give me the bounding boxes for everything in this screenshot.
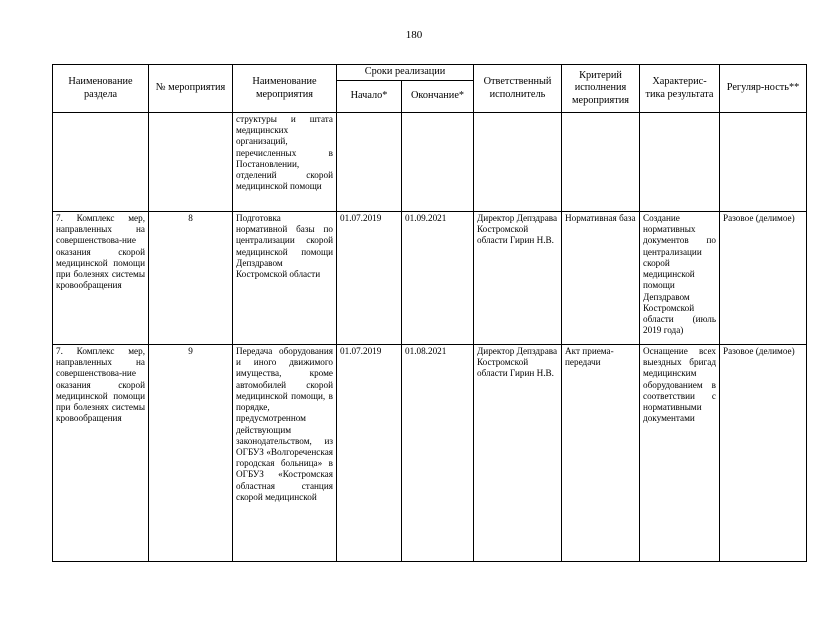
cell-number: 9 <box>149 345 233 562</box>
header-number: № мероприятия <box>149 65 233 113</box>
cell-event: Передача оборудования и иного движимого имущества, кроме автомобилей скорой медицинской помощи, в порядке, предусмотренном действующим законодательством, из ОГБУЗ «Волгореченская городская больница» в ОГБУЗ «Костромская областная станция скорой медицинской <box>233 345 337 562</box>
cell-event: Подготовка нормативной базы по централизации скорой медицинской помощи Депздравом Костромской области <box>233 212 337 345</box>
events-table <box>52 64 807 562</box>
cell-criterion <box>562 113 640 212</box>
cell-end: 01.08.2021 <box>402 345 474 562</box>
cell-responsible: Директор Депздрава Костромской области Гирин Н.В. <box>474 345 562 562</box>
header-start: Начало* <box>337 81 402 113</box>
table-row <box>53 113 807 212</box>
header-criterion: Критерий исполнения мероприятия <box>562 65 640 113</box>
cell-result: Оснащение всех выездных бригад медицинским оборудованием в соответствии с нормативными документами <box>640 345 720 562</box>
cell-end: 01.09.2021 <box>402 212 474 345</box>
cell-regularity: Разовое (делимое) <box>720 345 807 562</box>
header-result: Характерис-тика результата <box>640 65 720 113</box>
cell-event: структуры и штата медицинских организаций, перечисленных в Постановлении, отделений скорой медицинской помощи <box>233 113 337 212</box>
cell-regularity <box>720 113 807 212</box>
page-number: 180 <box>405 29 423 41</box>
cell-result <box>640 113 720 212</box>
cell-result: Создание нормативных документов по централизации скорой медицинской помощи Депздравом Костромской области (июль 2019 года) <box>640 212 720 345</box>
table-row <box>53 212 807 345</box>
cell-number: 8 <box>149 212 233 345</box>
cell-end <box>402 113 474 212</box>
cell-criterion: Акт приема-передачи <box>562 345 640 562</box>
cell-regularity: Разовое (делимое) <box>720 212 807 345</box>
cell-number <box>149 113 233 212</box>
cell-responsible: Директор Депздрава Костромской области Гирин Н.В. <box>474 212 562 345</box>
cell-responsible <box>474 113 562 212</box>
cell-section: 7. Комплекс мер, направленных на совершенствова-ние оказания скорой медицинской помощи при болезнях системы кровообращения <box>53 212 149 345</box>
cell-section <box>53 113 149 212</box>
table-row <box>53 345 807 562</box>
cell-start <box>337 113 402 212</box>
header-regularity: Регуляр-ность** <box>720 65 807 113</box>
header-terms: Сроки реализации <box>337 65 474 81</box>
cell-criterion: Нормативная база <box>562 212 640 345</box>
header-section: Наименование раздела <box>53 65 149 113</box>
cell-start: 01.07.2019 <box>337 212 402 345</box>
header-end: Окончание* <box>402 81 474 113</box>
header-event: Наименование мероприятия <box>233 65 337 113</box>
cell-section: 7. Комплекс мер, направленных на совершенствова-ние оказания скорой медицинской помощи при болезнях системы кровообращения <box>53 345 149 562</box>
header-responsible: Ответственный исполнитель <box>474 65 562 113</box>
cell-start: 01.07.2019 <box>337 345 402 562</box>
